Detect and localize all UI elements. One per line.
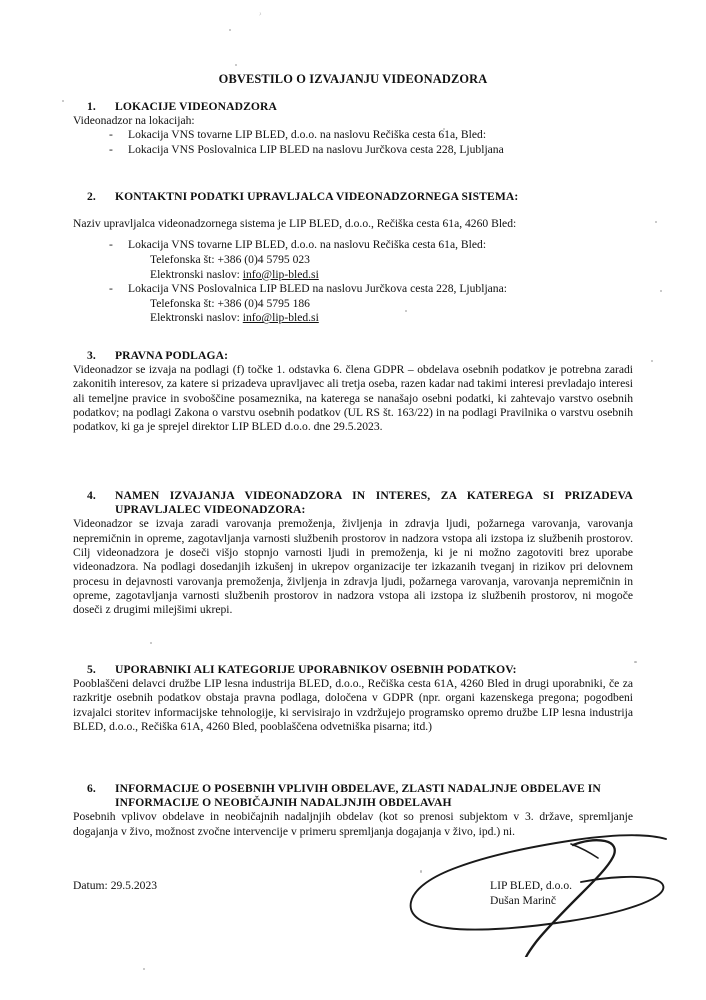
email-link[interactable]: info@lip-bled.si: [242, 311, 319, 325]
section-2-location-list-2: [73, 282, 633, 297]
scan-speck: [655, 221, 657, 223]
phone-value: +386 (0)4 5795 023: [217, 253, 310, 267]
section-3-heading: [87, 349, 633, 363]
document-date: [73, 879, 157, 892]
section-4-heading: [87, 489, 633, 517]
section-2: [73, 190, 633, 326]
phone-value: +386 (0)4 5795 186: [217, 296, 310, 310]
phone-label: Telefonska št:: [150, 253, 218, 267]
section-5-body: Pooblaščeni delavci družbe LIP lesna industrija BLED, d.o.o., Rečiška cesta 61A, 4260 Bled in drugi uporabniki, če za razkritje osebnih podatkov obstaja pravna podlaga, določena v GDPR (npr. organi kazenskega pregona; pogodbeni izvajalci storitev informacijske tehnologije, ki servisirajo in vzdržujejo programsko opremo družbe LIP lesna industrija BLED, d.o.o., Rečiška 61A, 4260 Bled, pooblaščena odvetniška pisarna; itd.): [73, 677, 633, 734]
dash-bullet-icon: -: [109, 128, 113, 142]
section-1-heading-text: LOKACIJE VIDEONADZORA: [115, 100, 277, 113]
section-2-location-list: [73, 238, 633, 253]
section-1-heading: [87, 100, 633, 114]
section-6-heading: [87, 782, 633, 810]
scan-speck: [62, 100, 64, 102]
section-5: [73, 663, 633, 734]
section-6-heading-text: INFORMACIJE O POSEBNIH VPLIVIH OBDELAVE, ZLASTI NADALJNJE OBDELAVE IN INFORMACIJE O NEOBIČAJNIH NADALJNJIH OBDELAVAH: [115, 782, 601, 810]
email-label: Elektronski naslov:: [150, 267, 243, 281]
location-email: [73, 268, 633, 283]
section-3: [73, 349, 633, 435]
section-4-body: Videonadzor se izvaja zaradi varovanja premoženja, življenja in zdravja ljudi, požarnega varovanja, varovanja nepremičnin in opreme, zagotavljanja varnosti službenih prostorov in nadzora vstopa ali izstopa iz službenih prostorov. Cilj videonadzora je doseči višjo stopnjo varnosti ljudi in premoženja, ki je ni možno zagotoviti brez uporabe videonadzora. Na podlagi dosedanjih izkušenj in ukrepov organizacije ter izkazanih tveganj in rizikov pri delovnem procesu in dejavnosti varovanja premoženja, življenja in zdravja ljudi, požarnega varovanja, varovanja nepremičnin in opreme, zagotavljanja varnosti službenih prostorov in nadzora vstopa ali izstopa iz službenih prostorov, ni mogoče doseči z drugimi milejšimi ukrepi.: [73, 517, 633, 617]
section-2-heading-text: KONTAKTNI PODATKI UPRAVLJALCA VIDEONADZORNEGA SISTEMA:: [115, 190, 519, 203]
section-1-intro: Videonadzor na lokacijah:: [73, 114, 195, 128]
location-email: [73, 311, 633, 326]
section-2-number: 2.: [87, 190, 96, 203]
section-2-heading: [87, 190, 633, 204]
scan-speck: [634, 661, 637, 663]
section-5-heading-text: UPORABNIKI ALI KATEGORIJE UPORABNIKOV OSEBNIH PODATKOV:: [115, 663, 517, 676]
section-1-number: 1.: [87, 100, 96, 113]
section-3-number: 3.: [87, 349, 96, 362]
phone-label: Telefonska št:: [150, 296, 218, 310]
section-2-intro: Naziv upravljalca videonadzornega sistema je LIP BLED, d.o.o., Rečiška cesta 61a, 4260 Bled:: [73, 217, 517, 231]
scan-speck: [651, 360, 653, 362]
list-item-label: Lokacija VNS Poslovalnica LIP BLED na naslovu Jurčkova cesta 228, Ljubljana: [128, 143, 504, 157]
section-3-heading-text: PRAVNA PODLAGA:: [115, 349, 229, 362]
dash-bullet-icon: -: [109, 238, 113, 252]
date-label: Datum:: [73, 879, 111, 892]
signatory-name: Dušan Marinč: [490, 893, 557, 907]
section-5-heading: [87, 663, 633, 677]
section-4-number: 4.: [87, 489, 96, 502]
scan-artifact-mark: ›: [257, 7, 264, 19]
section-1-bullet-list: [73, 128, 633, 157]
section-6: [73, 782, 633, 839]
scan-speck: [660, 290, 662, 292]
section-6-body: Posebnih vplivov obdelave in neobičajnih nadaljnjih obdelav (kot so prenosi subjektom v 3. države, spremljanje dogajanja v živo, možnost zvočne intervencije v primeru spremljanja dogajanja v živo, ipd.) ni.: [73, 810, 633, 838]
signatory-company: LIP BLED, d.o.o.: [490, 879, 573, 892]
dash-bullet-icon: -: [109, 282, 113, 296]
signature-block: [490, 879, 572, 909]
list-item-label: Lokacija VNS tovarne LIP BLED, d.o.o. na naslovu Rečiška cesta 61a, Bled:: [128, 128, 487, 142]
section-4: [73, 489, 633, 617]
page-title: OBVESTILO O IZVAJANJU VIDEONADZORA: [218, 72, 488, 86]
list-item: [73, 143, 633, 158]
section-6-number: 6.: [87, 782, 96, 795]
location-name: Lokacija VNS Poslovalnica LIP BLED na naslovu Jurčkova cesta 228, Ljubljana:: [128, 282, 507, 296]
location-name: Lokacija VNS tovarne LIP BLED, d.o.o. na naslovu Rečiška cesta 61a, Bled:: [128, 238, 487, 252]
list-item: [73, 128, 633, 143]
email-link[interactable]: info@lip-bled.si: [242, 267, 319, 281]
dash-bullet-icon: -: [109, 143, 113, 157]
location-phone: [73, 297, 633, 312]
email-label: Elektronski naslov:: [150, 311, 243, 325]
location-phone: [73, 253, 633, 268]
list-item: [73, 238, 633, 253]
section-1: [73, 100, 633, 158]
list-item: [73, 282, 633, 297]
section-3-body: Videonadzor se izvaja na podlagi (f) točke 1. odstavka 6. člena GDPR – obdelava osebnih podatkov je potrebna zaradi zakonitih interesov, za katere si prizadeva upravljavec ali tretja oseba, razen kadar nad takimi interesi prevladajo interesi ali temeljne pravice in svoboščine posameznika, na katerega se nanašajo osebni podatki, ki zahtevajo varstvo osebnih podatkov; na podlagi Zakona o varstvu osebnih podatkov (UL RS št. 163/22) in na podlagi Pravilnika o varstvu osebnih podatkov, ki ga je sprejel direktor LIP BLED d.o.o. dne 29.5.2023.: [73, 363, 633, 434]
section-4-heading-text: NAMEN IZVAJANJA VIDEONADZORA IN INTERES, ZA KATEREGA SI PRIZADEVA UPRAVLJALEC VIDEONADZORA:: [115, 489, 633, 517]
date-value: 29.5.2023: [110, 879, 158, 892]
document-body: [73, 0, 633, 1000]
section-5-number: 5.: [87, 663, 96, 676]
